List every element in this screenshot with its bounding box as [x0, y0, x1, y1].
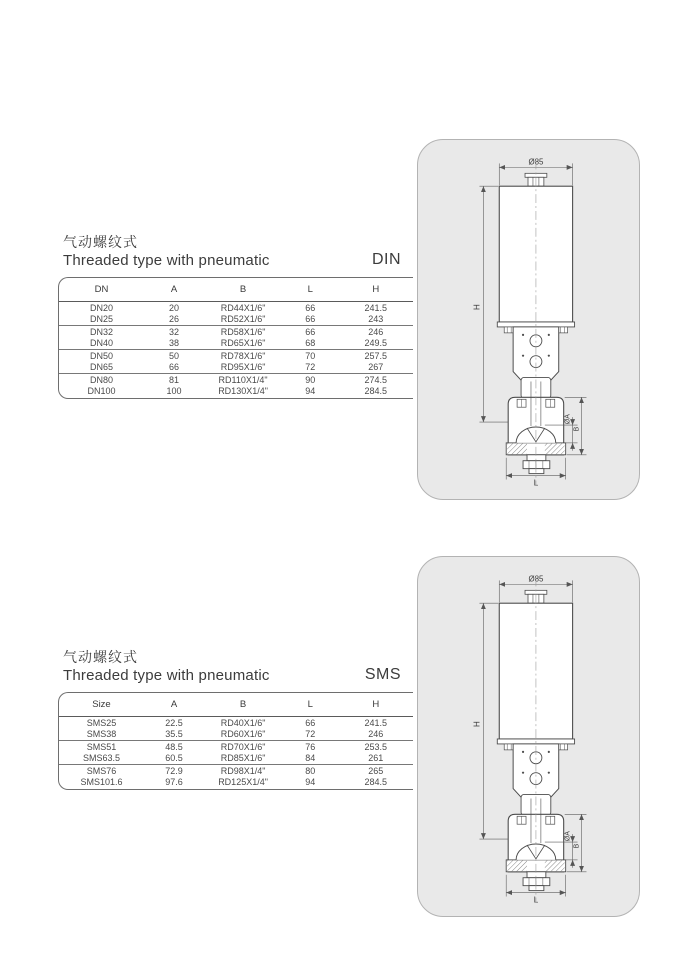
- table-cell: 94: [305, 385, 316, 396]
- table-header-row: [59, 693, 413, 717]
- table-cell: 246: [368, 327, 384, 338]
- section-title-row-din: [63, 251, 401, 269]
- table-cell: RD125X1/4": [218, 776, 268, 787]
- table-cell: 68: [305, 337, 316, 348]
- table-body: [59, 717, 413, 789]
- row-group: [59, 350, 413, 374]
- table-cell: 90: [305, 375, 316, 386]
- table-cell: 284.5: [364, 385, 388, 396]
- table-cell: 35.5: [165, 728, 183, 739]
- column-header: B: [239, 699, 247, 710]
- dimension-table-sms: [58, 692, 413, 790]
- table-cell: DN20: [89, 303, 113, 314]
- table-cell: DN80: [89, 375, 113, 386]
- table-cell: 261: [368, 752, 384, 763]
- valve-technical-drawing-sms: [418, 557, 639, 916]
- standard-label-sms: SMS: [364, 666, 401, 683]
- table-cell: 284.5: [364, 776, 388, 787]
- table-cell: 241.5: [364, 303, 388, 314]
- table-cell: RD40X1/6": [220, 718, 266, 729]
- row-group: [59, 326, 413, 350]
- table-cell: DN32: [89, 327, 113, 338]
- table-cell: 249.5: [364, 337, 388, 348]
- column-header: A: [170, 699, 178, 710]
- table-cell: 26: [169, 313, 180, 324]
- table-cell: 76: [305, 742, 316, 753]
- row-group: [59, 374, 413, 398]
- table-row: [59, 766, 413, 777]
- drawing-panel-sms: [417, 556, 640, 917]
- row-group: [59, 765, 413, 789]
- table-cell: 94: [305, 776, 316, 787]
- table-cell: 20: [169, 303, 180, 314]
- table-cell: DN65: [89, 361, 113, 372]
- table-cell: 253.5: [364, 742, 388, 753]
- table-cell: 81: [169, 375, 180, 386]
- table-cell: 66: [305, 303, 316, 314]
- table-cell: 274.5: [364, 375, 388, 386]
- row-group: [59, 741, 413, 765]
- column-header: A: [170, 284, 178, 295]
- table-cell: RD58X1/6": [220, 327, 266, 338]
- table-cell: 66: [305, 313, 316, 324]
- table-row: [59, 351, 413, 362]
- table-cell: 50: [169, 351, 180, 362]
- row-group: [59, 717, 413, 741]
- column-header: H: [372, 699, 380, 710]
- table-cell: RD60X1/6": [220, 728, 266, 739]
- table-row: [59, 314, 413, 325]
- table-cell: 66: [305, 327, 316, 338]
- table-cell: 100: [166, 385, 182, 396]
- table-cell: 22.5: [165, 718, 183, 729]
- table-header-row: [59, 278, 413, 302]
- table-cell: DN100: [87, 385, 116, 396]
- section-title-en-sms: Threaded type with pneumatic: [63, 667, 270, 684]
- table-cell: SMS25: [86, 718, 117, 729]
- table-row: [59, 327, 413, 338]
- column-header: B: [239, 284, 247, 295]
- table-cell: 70: [305, 351, 316, 362]
- table-cell: 48.5: [165, 742, 183, 753]
- table-cell: 66: [305, 718, 316, 729]
- table-row: [59, 729, 413, 740]
- table-cell: RD65X1/6": [220, 337, 266, 348]
- column-header: L: [307, 284, 313, 295]
- table-cell: 265: [368, 766, 384, 777]
- table-cell: 38: [169, 337, 180, 348]
- table-cell: SMS51: [86, 742, 117, 753]
- table-cell: 246: [368, 728, 384, 739]
- table-row: [59, 338, 413, 349]
- table-cell: 66: [169, 361, 180, 372]
- table-row: [59, 777, 413, 788]
- drawing-panel-din: [417, 139, 640, 500]
- standard-label-din: DIN: [371, 251, 401, 268]
- table-cell: RD130X1/4": [218, 385, 268, 396]
- table-cell: 243: [368, 313, 384, 324]
- table-row: [59, 386, 413, 397]
- table-cell: 257.5: [364, 351, 388, 362]
- table-cell: 267: [368, 361, 384, 372]
- table-cell: SMS76: [86, 766, 117, 777]
- table-cell: RD98X1/4": [220, 766, 266, 777]
- table-cell: DN25: [89, 313, 113, 324]
- table-row: [59, 362, 413, 373]
- table-cell: DN40: [89, 337, 113, 348]
- table-cell: RD52X1/6": [220, 313, 266, 324]
- section-title-cn-sms: 气动螺纹式: [63, 649, 138, 665]
- table-row: [59, 742, 413, 753]
- table-cell: 80: [305, 766, 316, 777]
- table-cell: RD95X1/6": [220, 361, 266, 372]
- table-body: [59, 302, 413, 398]
- table-row: [59, 303, 413, 314]
- table-cell: 72.9: [165, 766, 183, 777]
- column-header: H: [372, 284, 380, 295]
- table-cell: 84: [305, 752, 316, 763]
- table-cell: 97.6: [165, 776, 183, 787]
- table-cell: SMS38: [86, 728, 117, 739]
- section-title-cn-din: 气动螺纹式: [63, 234, 138, 250]
- table-cell: SMS63.5: [82, 752, 120, 763]
- table-cell: RD78X1/6": [220, 351, 266, 362]
- table-row: [59, 753, 413, 764]
- section-title-en-din: Threaded type with pneumatic: [63, 252, 270, 269]
- table-cell: 241.5: [364, 718, 388, 729]
- table-cell: 60.5: [165, 752, 183, 763]
- section-title-row-sms: [63, 666, 401, 684]
- table-cell: RD70X1/6": [220, 742, 266, 753]
- table-cell: RD85X1/6": [220, 752, 266, 763]
- column-header: L: [307, 699, 313, 710]
- table-cell: DN50: [89, 351, 113, 362]
- table-cell: 72: [305, 728, 316, 739]
- table-cell: 32: [169, 327, 180, 338]
- column-header: Size: [92, 699, 111, 710]
- table-cell: 72: [305, 361, 316, 372]
- table-cell: RD110X1/4": [218, 375, 268, 386]
- table-row: [59, 375, 413, 386]
- table-row: [59, 718, 413, 729]
- column-header: DN: [94, 284, 109, 295]
- valve-technical-drawing-din: [418, 140, 639, 499]
- dimension-table-din: [58, 277, 413, 399]
- row-group: [59, 302, 413, 326]
- table-cell: RD44X1/6": [220, 303, 266, 314]
- table-cell: SMS101.6: [80, 776, 123, 787]
